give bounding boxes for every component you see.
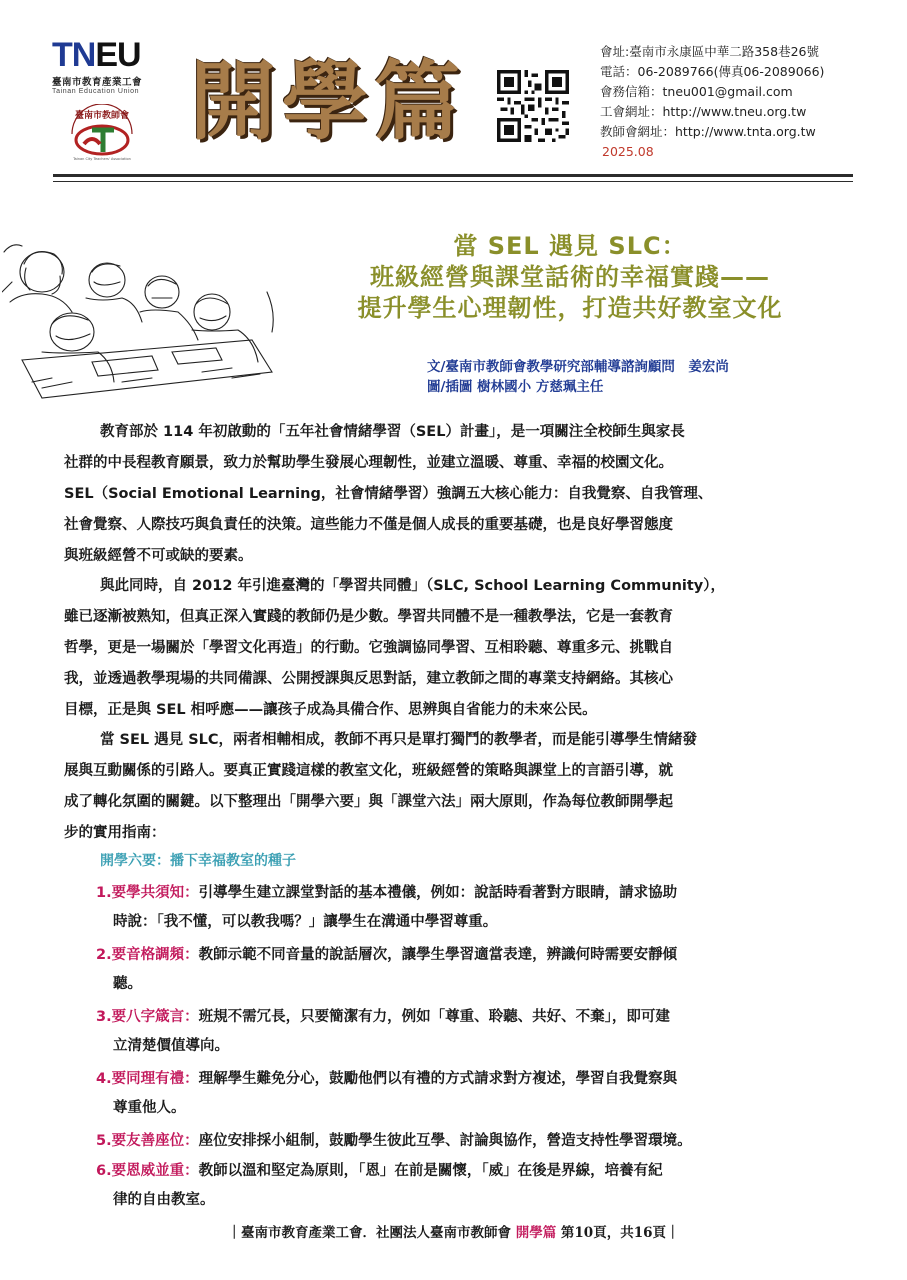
paragraph-line: 展與互動關係的引路人。要真正實踐這樣的教室文化，班級經營的策略與課堂上的言語引導，就: [64, 763, 673, 779]
paragraph-line: SEL（Social Emotional Learning，社會情緒學習）強調五大核心能力：自我覺察、自我管理、: [64, 486, 713, 502]
item-text-continued: 立清楚價值導向。: [113, 1038, 229, 1054]
list-item-6: [96, 1157, 836, 1215]
paragraph-line: 我，並透過教學現場的共同備課、公開授課與反思對話，建立教師之間的專業支持網絡。其核心: [64, 671, 673, 687]
footer-page-number: 第10頁，共16頁｜: [556, 1225, 680, 1241]
logo-mark-eu: EU: [95, 36, 141, 74]
paragraph-3: [64, 725, 854, 849]
item-text: 教師以溫和堅定為原則，「恩」在前是關懷，「威」在後是界線，培養有紀: [198, 1163, 663, 1179]
header-divider-thin: [53, 181, 853, 182]
item-text: 座位安排採小組制，鼓勵學生彼此互學、討論與協作，營造支持性學習環境。: [198, 1133, 692, 1149]
contact-address: 會址:臺南市永康區中華二路358巷26號: [600, 44, 819, 59]
list-item-3: [96, 1003, 836, 1061]
paragraph-line: 社會覺察、人際技巧與負責任的決策。這些能力不僅是個人成長的重要基礎，也是良好學習態度: [64, 517, 673, 533]
section-heading: 開學六要：播下幸福教室的種子: [100, 853, 296, 869]
paragraph-line: 成了轉化氛圍的關鍵。以下整理出「開學六要」與「課堂六法」兩大原則，作為每位教師開學起: [64, 794, 673, 810]
tneu-logo: [52, 38, 162, 95]
page-footer: [0, 1221, 907, 1241]
issue-date: 2025.08: [602, 144, 654, 159]
item-label: 6.要恩威並重：: [96, 1163, 199, 1179]
paragraph-line: 當 SEL 遇見 SLC，兩者相輔相成，教師不再只是單打獨鬥的教學者，而是能引導學生情緒發: [100, 732, 698, 748]
paragraph-line: 與班級經營不可或缺的要素。: [64, 548, 253, 564]
svg-text:Tainan City Teachers' Associat: Tainan City Teachers' Association: [73, 157, 131, 161]
classroom-sketch-illustration: [2, 232, 284, 402]
paragraph-line: 步的實用指南：: [64, 825, 166, 841]
svg-text:臺南市教師會: 臺南市教師會: [74, 111, 130, 121]
header-divider-thick: [53, 174, 853, 177]
paragraph-line: 哲學，更是一場關於「學習文化再造」的行動。它強調協同學習、互相聆聽、尊重多元、挑戰自: [64, 640, 673, 656]
item-text-continued: 聽。: [113, 976, 142, 992]
list-item-2: [96, 941, 836, 999]
item-label: 1.要學共須知：: [96, 885, 199, 901]
list-item-5: [96, 1127, 836, 1156]
paragraph-1: [64, 417, 854, 572]
item-text: 理解學生難免分心，鼓勵他們以有禮的方式請求對方複述，學習自我覺察與: [198, 1071, 678, 1087]
paragraph-line: 與此同時，自 2012 年引進臺灣的「學習共同體」（SLC, School Learning Community），: [100, 578, 726, 594]
item-text: 班規不需冗長，只要簡潔有力，例如「尊重、聆聽、共好、不棄」，即可建: [198, 1009, 670, 1025]
paragraph-line: 目標，正是與 SEL 相呼應——讓孩子成為具備合作、思辨與自省能力的未來公民。: [64, 702, 597, 718]
article-title-line-2: 班級經營與課堂話術的幸福實踐——: [370, 263, 770, 291]
list-item-1: [96, 879, 836, 937]
item-label: 3.要八字箴言：: [96, 1009, 199, 1025]
item-text: 教師示範不同音量的說話層次，讓學生學習適當表達，辨識何時需要安靜傾: [198, 947, 678, 963]
byline-author: 文/臺南市教師會教學研究部輔導諮詢顧問 姜宏尚: [427, 359, 729, 375]
item-text-continued: 律的自由教室。: [113, 1192, 215, 1208]
logo-mark-tn: TN: [52, 36, 96, 74]
item-text-continued: 時說：「我不懂，可以教我嗎？」讓學生在溝通中學習尊重。: [113, 914, 498, 930]
logo-english-name: Tainan Education Union: [52, 88, 140, 95]
paragraph-2: [64, 571, 854, 726]
item-label: 5.要友善座位：: [96, 1133, 199, 1149]
byline-illustrator: 圖/插圖 樹林國小 方慈珮主任: [427, 379, 604, 395]
teachers-association-emblem: [62, 104, 142, 162]
qr-code: [497, 70, 569, 142]
footer-organizations: ｜臺南市教育產業工會．社團法人臺南市教師會: [227, 1225, 516, 1241]
article-title-line-1: 當 SEL 遇見 SLC：: [453, 232, 687, 260]
paragraph-line: 雖已逐漸被熟知，但真正深入實踐的教師仍是少數。學習共同體不是一種教學法，它是一套教育: [64, 609, 673, 625]
item-text: 引導學生建立課堂對話的基本禮儀，例如：說話時看著對方眼睛，請求協助: [198, 885, 678, 901]
logo-chinese-name: 臺南市教育產業工會: [52, 77, 143, 88]
contact-association-website: 教師會網址：http://www.tnta.org.tw: [600, 124, 816, 139]
contact-union-website: 工會網址：http://www.tneu.org.tw: [600, 104, 807, 119]
contact-email: 會務信箱：tneu001@gmail.com: [600, 84, 793, 99]
list-item-4: [96, 1065, 836, 1123]
contact-info: [600, 42, 824, 162]
paragraph-line: 教育部於 114 年初啟動的「五年社會情緒學習（SEL）計畫」，是一項關注全校師生與家長: [100, 424, 685, 440]
page-title: 開學篇: [190, 51, 466, 152]
footer-section-name: 開學篇: [515, 1225, 557, 1241]
item-label: 4.要同理有禮：: [96, 1071, 199, 1087]
article-title-line-3: 提升學生心理韌性，打造共好教室文化: [357, 294, 783, 322]
item-label: 2.要音格調頻：: [96, 947, 199, 963]
paragraph-line: 社群的中長程教育願景，致力於幫助學生發展心理韌性，並建立溫暖、尊重、幸福的校園文化。: [64, 455, 673, 471]
contact-phone: 電話：06-2089766(傳真06-2089066): [600, 64, 825, 79]
byline: [427, 357, 729, 397]
item-text-continued: 尊重他人。: [113, 1100, 186, 1116]
